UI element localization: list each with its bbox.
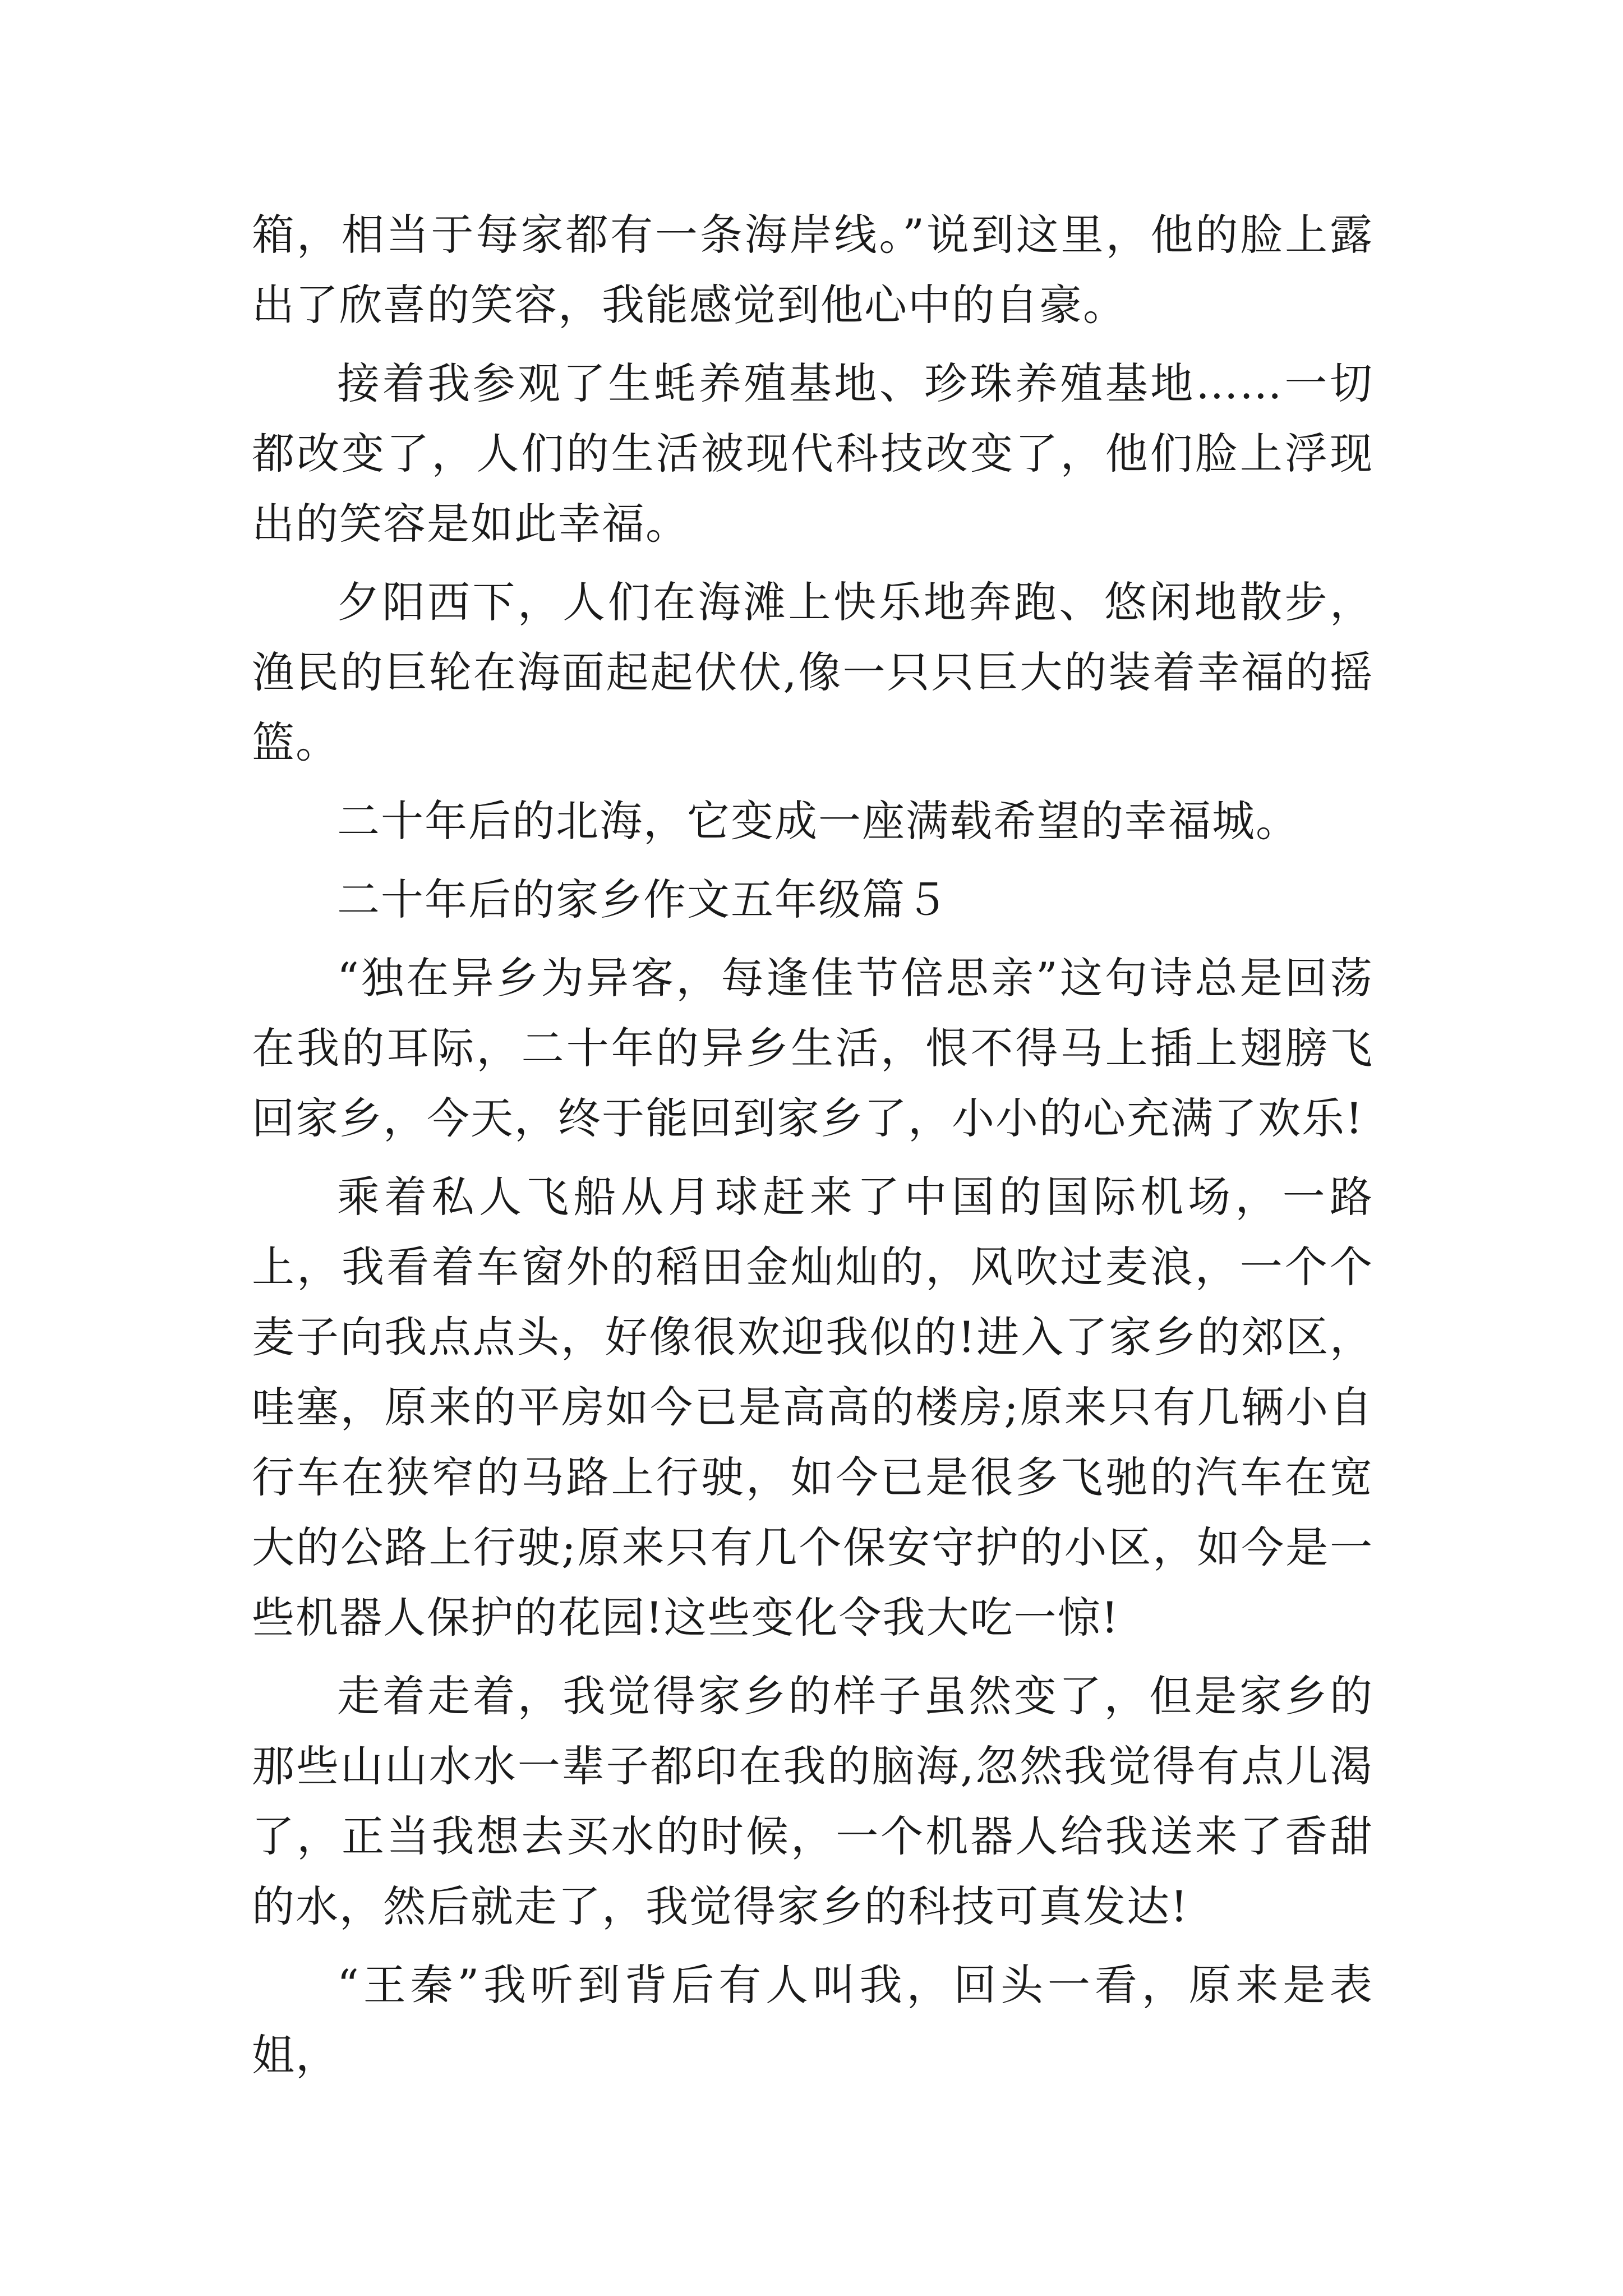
paragraph: 乘着私人飞船从月球赶来了中国的国际机场，一路上，我看着车窗外的稻田金灿灿的，风吹过麦浪，一个个麦子向我点点头，好像很欢迎我似的!进入了家乡的郊区，哇塞，原来的平房如今已是高高的楼房;原来只有几辆小自行车在狭窄的马路上行驶，如今已是很多飞驰的汽车在宽大的公路上行驶;原来只有几个保安守护的小区，如今是一些机器人保护的花园!这些变化令我大吃一惊! [252, 1172, 1373, 1642]
section-heading: 二十年后的家乡作文五年级篇５ [337, 875, 949, 924]
paragraph: “王秦”我听到背后有人叫我，回头一看，原来是表姐， [252, 1960, 1373, 2080]
article-body [252, 200, 1373, 2099]
paragraph: 二十年后的北海，它变成一座满载希望的幸福城。 [337, 796, 1299, 846]
paragraph-continued: 箱，相当于每家都有一条海岸线。”说到这里，他的脸上露出了欣喜的笑容，我能感觉到他心中的自豪。 [252, 210, 1373, 330]
paragraph: 夕阳西下，人们在海滩上快乐地奔跑、悠闲地散步，渔民的巨轮在海面起起伏伏,像一只只巨大的装着幸福的摇篮。 [252, 577, 1373, 767]
paragraph: 接着我参观了生蚝养殖基地、珍珠养殖基地……一切都改变了，人们的生活被现代科技改变了，他们脸上浮现出的笑容是如此幸福。 [252, 358, 1373, 549]
paragraph: 走着走着，我觉得家乡的样子虽然变了，但是家乡的那些山山水水一辈子都印在我的脑海,忽然我觉得有点儿渴了，正当我想去买水的时候，一个机器人给我送来了香甜的水，然后就走了，我觉得家乡的科技可真发达! [252, 1671, 1373, 1931]
paragraph: “独在异乡为异客，每逢佳节倍思亲”这句诗总是回荡在我的耳际，二十年的异乡生活，恨不得马上插上翅膀飞回家乡，今天，终于能回到家乡了，小小的心充满了欢乐! [252, 953, 1373, 1143]
